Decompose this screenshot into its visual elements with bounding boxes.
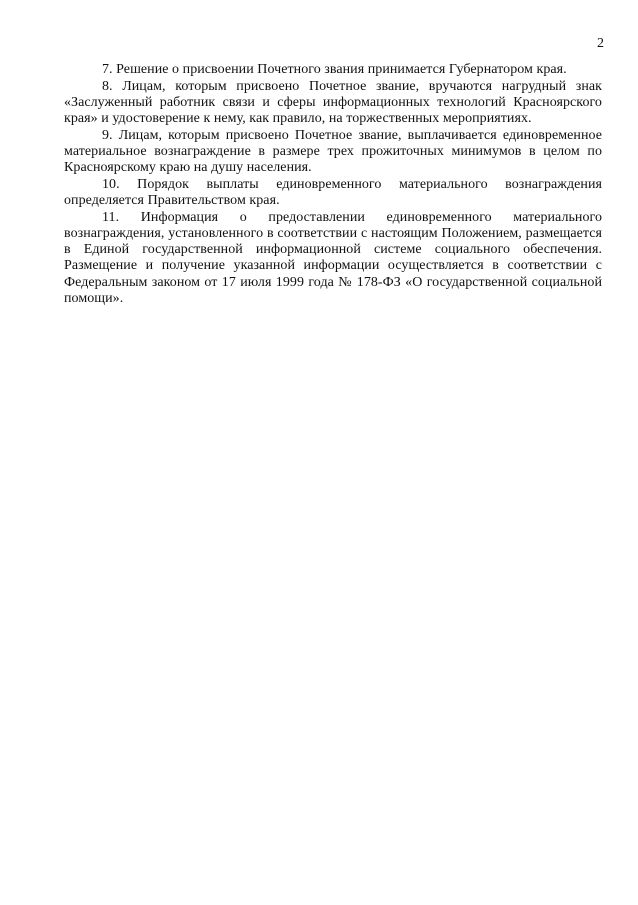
paragraph-9: 9. Лицам, которым присвоено Почетное звание, выплачивается единовременное материальное вознаграждение в размере трех прожиточных минимумов в целом по Красноярскому краю на душу населения. [64, 127, 602, 176]
paragraph-7: 7. Решение о присвоении Почетного звания принимается Губернатором края. [102, 62, 567, 77]
paragraph-11: 11. Информация о предоставлении единовременного материального вознаграждения, установленного в соответствии с настоящим Положением, размещается в Единой государственной информационной системе социального обеспечения. Размещение и получение указанной информации осуществляется в соответствии с Федеральным законом от 17 июля 1999 года № 178-ФЗ «О государственной социальной помощи». [64, 209, 602, 306]
document-body [64, 62, 602, 308]
paragraph-8: 8. Лицам, которым присвоено Почетное звание, вручаются нагрудный знак «Заслуженный работник связи и сферы информационных технологий Красноярского края» и удостоверение к нему, как правило, на торжественных мероприятиях. [64, 78, 602, 127]
page-number: 2 [597, 36, 604, 51]
paragraph-10: 10. Порядок выплаты единовременного материального вознаграждения определяется Правительством края. [64, 176, 602, 209]
